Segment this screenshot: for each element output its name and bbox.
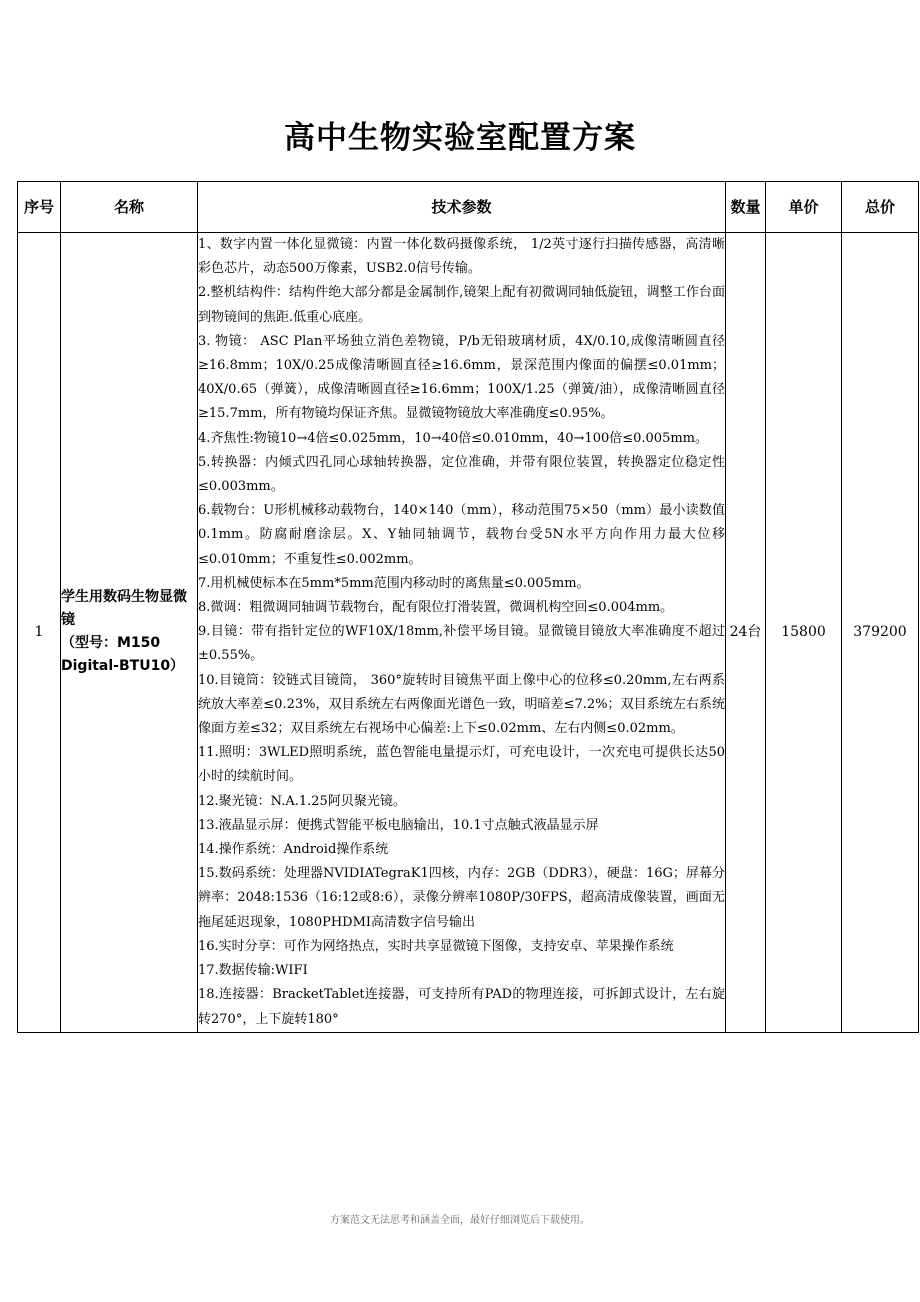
header-unit-price: 单价 [766,182,842,233]
param-item: 8.微调：粗微调同轴调节载物台，配有限位打滑装置，微调机构空回≤0.004mm。 [198,600,674,616]
cell-params [198,233,726,1033]
param-item: 3. 物镜： ASC Plan平场独立消色差物镜，P/b无铅玻璃材质，4X/0.10,成像清晰圆直径≥16.8mm；10X/0.25成像清晰圆直径≥16.6mm，景深范围内像面的偏摆≤0.01mm；40X/0.65（弹簧），成像清晰圆直径≥16.6mm；100X/1.25（弹簧/油），成像清晰圆直径≥15.7mm，所有物镜均保证齐焦。显微镜物镜放大率准确度≤0.95%。 [198,333,725,422]
param-item: 10.目镜筒：铰链式目镜筒， 360°旋转时目镜焦平面上像中心的位移≤0.20mm,左右两系统放大率差≤0.23%，双目系统左右两像面光谱色一致，明暗差≤7.2%；双目系统左右系统像面方差≤32；双目系统左右视场中心偏差:上下≤0.02mm、左右内侧≤0.02mm。 [198,672,725,737]
table-row [18,233,919,1033]
page-footer: 方案范文无法思考和涵盖全面，最好仔细浏览后下载使用。 [330,1215,590,1226]
param-item: 15.数码系统：处理器NVIDIATegraK1四核，内存：2GB（DDR3），硬盘：16G；屏幕分辨率：2048:1536（16:12或8:6），录像分辨率1080P/30FPS，超高清成像装置，画面无拖尾延迟现象，1080PHDMI高清数字信号输出 [198,866,725,930]
document-title: 高中生物实验室配置方案 [284,120,636,156]
param-item: 17.数据传输:WIFI [198,963,308,979]
cell-seq: 1 [18,233,61,1033]
param-item: 6.载物台：U形机械移动载物台，140×140（mm），移动范围75×50（mm）最小读数值0.1mm。防腐耐磨涂层。X、Y轴同轴调节，载物台受5N水平方向作用力最大位移≤0.010mm；不重复性≤0.002mm。 [198,503,725,567]
param-item: 12.聚光镜：N.A.1.25阿贝聚光镜。 [198,793,406,809]
spec-table [17,181,919,1033]
product-name: 学生用数码生物显微镜 [61,589,187,629]
cell-qty: 24台 [726,233,766,1033]
param-item: 1、数字内置一体化显微镜：内置一体化数码摄像系统， 1/2英寸逐行扫描传感器，高清晰彩色芯片，动态500万像素，USB2.0信号传输。 [198,237,725,277]
cell-name [61,233,198,1033]
param-item: 14.操作系统：Android操作系统 [198,842,389,858]
header-seq: 序号 [18,182,61,233]
header-name: 名称 [61,182,198,233]
header-params: 技术参数 [198,182,726,233]
header-total: 总价 [842,182,919,233]
param-item: 2.整机结构件：结构件绝大部分都是金属制作,镜架上配有初微调同轴低旋钮，调整工作台面到物镜间的焦距.低重心底座。 [198,285,725,325]
param-item: 11.照明：3WLED照明系统，蓝色智能电量提示灯，可充电设计，一次充电可提供长达50小时的续航时间。 [198,745,725,785]
product-model: （型号：M150 Digital-BTU10） [61,635,185,675]
header-qty: 数量 [726,182,766,233]
param-item: 16.实时分享：可作为网络热点，实时共享显微镜下图像，支持安卓、苹果操作系统 [198,938,674,954]
param-item: 7.用机械使标本在5mm*5mm范围内移动时的离焦量≤0.005mm。 [198,575,590,591]
param-item: 5.转换器：内倾式四孔同心球轴转换器，定位准确，并带有限位装置，转换器定位稳定性≤0.003mm。 [198,454,725,495]
param-item: 18.连接器：BracketTablet连接器，可支持所有PAD的物理连接，可拆卸式设计，左右旋转270°，上下旋转180° [198,987,725,1027]
param-item: 9.目镜：带有指针定位的WF10X/18mm,补偿平场目镜。显微镜目镜放大率准确度不超过±0.55%。 [198,624,725,664]
param-item: 4.齐焦性:物镜10→4倍≤0.025mm，10→40倍≤0.010mm，40→100倍≤0.005mm。 [198,430,709,446]
table-header-row [18,182,919,233]
cell-unit-price: 15800 [766,233,842,1033]
param-item: 13.液晶显示屏：便携式智能平板电脑输出，10.1寸点触式液晶显示屏 [198,817,599,833]
cell-total: 379200 [842,233,919,1033]
